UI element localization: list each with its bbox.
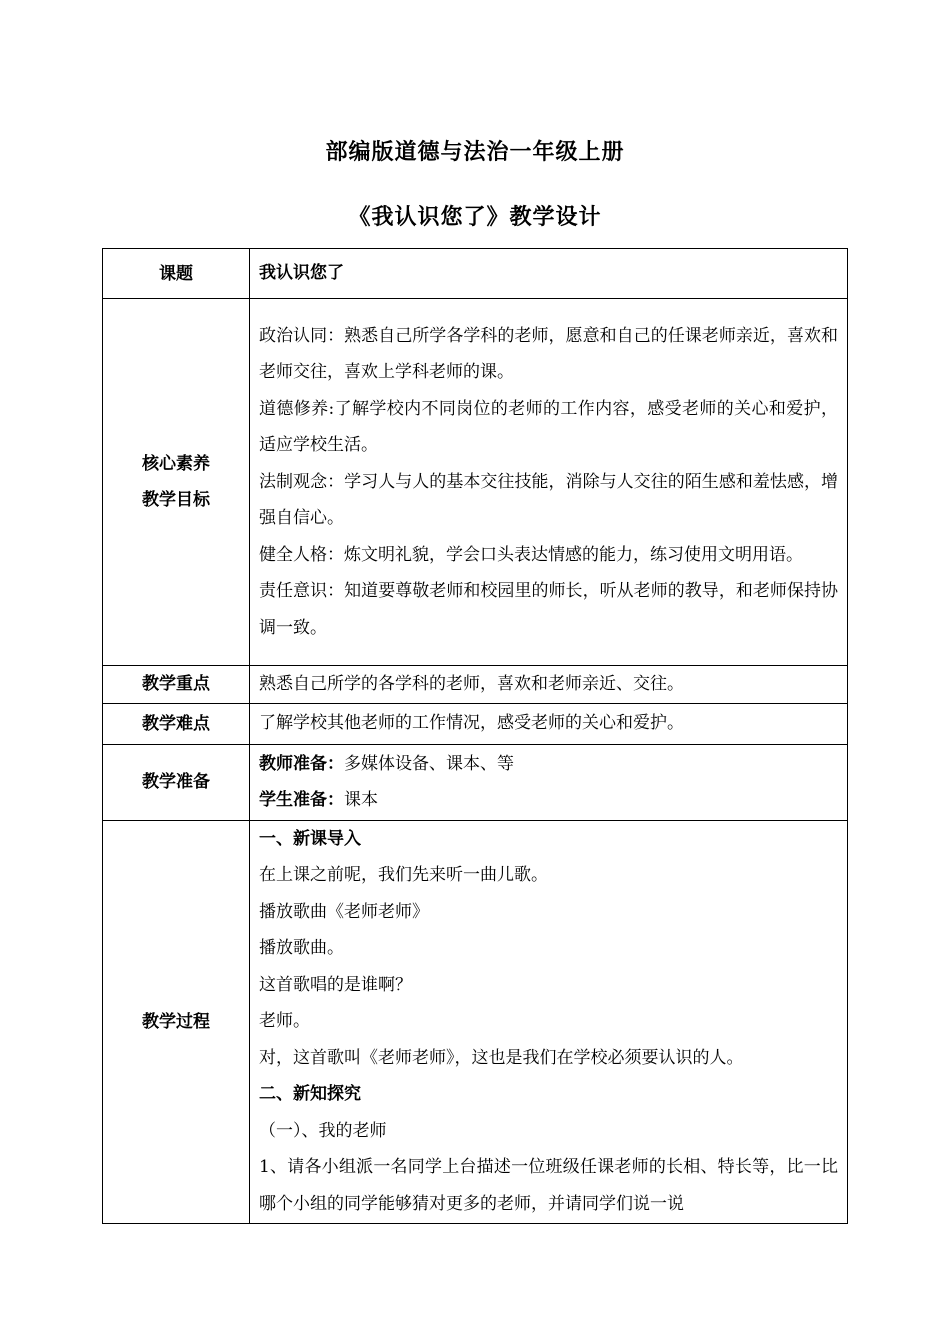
- goals-label-line1: 核心素养: [142, 454, 210, 474]
- topic-value: 我认识您了: [259, 263, 344, 284]
- topic-label: 课题: [103, 249, 250, 299]
- key-point-value: 熟悉自己所学的各学科的老师，喜欢和老师亲近、交往。: [250, 666, 848, 704]
- process-line: 播放歌曲《老师老师》: [259, 901, 429, 922]
- document-title: 部编版道德与法治一年级上册: [325, 140, 625, 165]
- teacher-preparation: [259, 746, 838, 783]
- process-line: 老师。: [259, 1011, 310, 1031]
- goals-label-line2: 教学目标: [142, 490, 210, 510]
- student-preparation-value: 课本: [344, 790, 378, 810]
- teacher-preparation-value: 多媒体设备、课本、等: [344, 753, 514, 774]
- goals-content: [250, 299, 848, 666]
- section-heading: 一、新课导入: [259, 828, 361, 849]
- subsection-heading: （一）、我的老师: [259, 1120, 387, 1141]
- table-row-preparation: [103, 744, 848, 820]
- table-row-key-point: [103, 666, 848, 704]
- student-preparation: [259, 782, 838, 819]
- preparation-label: 教学准备: [103, 744, 250, 820]
- process-line: 1、请各小组派一名同学上台描述一位班级任课老师的长相、特长等，比一比哪个小组的同学能够猜对更多的老师，并请同学们说一说: [259, 1157, 838, 1214]
- preparation-content: [250, 744, 848, 820]
- lesson-plan-table: [102, 248, 848, 1224]
- goal-item: 道德修养:了解学校内不同岗位的老师的工作内容，感受老师的关心和爱护，适应学校生活。: [259, 398, 838, 456]
- goal-item: 健全人格：炼文明礼貌，学会口头表达情感的能力，练习使用文明用语。: [259, 544, 803, 565]
- table-row-difficulty: [103, 703, 848, 744]
- difficulty-label: 教学难点: [103, 703, 250, 744]
- topic-value-cell: [250, 249, 848, 299]
- goals-label: [103, 299, 250, 666]
- student-preparation-label: 学生准备：: [259, 790, 344, 810]
- goal-item: 政治认同：熟悉自己所学各学科的老师，愿意和自己的任课老师亲近，喜欢和老师交往，喜欢上学科老师的课。: [259, 325, 838, 383]
- table-row-topic: [103, 249, 848, 299]
- table-row-goals: [103, 299, 848, 666]
- section-heading: 二、新知探究: [259, 1084, 361, 1104]
- table-row-process: [103, 820, 848, 1223]
- goal-item: 责任意识：知道要尊敬老师和校园里的师长，听从老师的教导，和老师保持协调一致。: [259, 581, 838, 638]
- process-label: 教学过程: [103, 820, 250, 1223]
- key-point-label: 教学重点: [103, 666, 250, 704]
- process-line: 播放歌曲。: [259, 938, 344, 958]
- teacher-preparation-label: 教师准备：: [259, 753, 344, 774]
- process-line: 对，这首歌叫《老师老师》，这也是我们在学校必须要认识的人。: [259, 1047, 744, 1068]
- process-line: 这首歌唱的是谁啊？: [259, 974, 412, 995]
- goal-item: 法制观念：学习人与人的基本交往技能，消除与人交往的陌生感和羞怯感，增强自信心。: [259, 471, 838, 529]
- difficulty-value: 了解学校其他老师的工作情况，感受老师的关心和爱护。: [250, 703, 848, 744]
- process-line: 在上课之前呢，我们先来听一曲儿歌。: [259, 865, 548, 885]
- process-content: [250, 820, 848, 1223]
- document-subtitle: 《我认识您了》教学设计: [348, 205, 602, 230]
